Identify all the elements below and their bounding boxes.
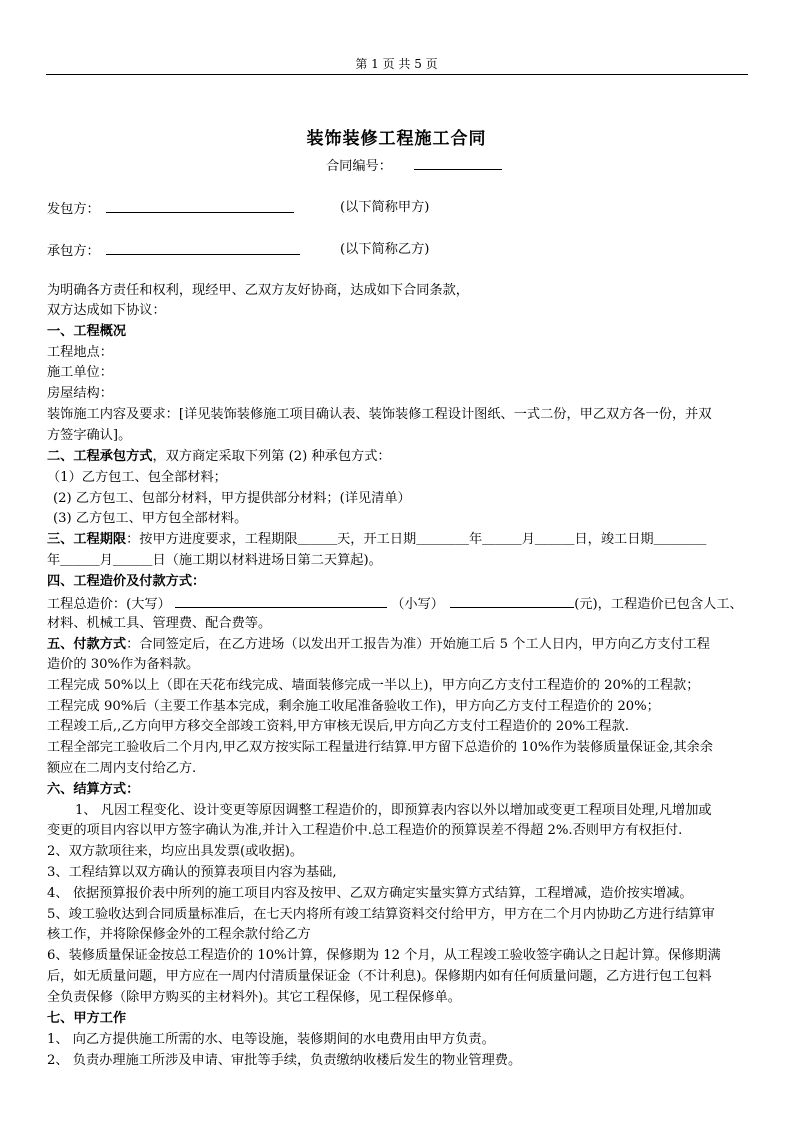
construction-unit-label: 施工单位： xyxy=(47,365,113,380)
settlement-clause-6-line-2: 后，如无质量问题，甲方应在一周内付清质量保证金（不计利息)。保修期内如有任何质量问题，乙方进行包工包料 xyxy=(47,969,712,984)
section-5-line-6: 工程全部完工验收后二个月内,甲乙双方按实际工程量进行结算.甲方留下总造价的 10%作为装修质量保证金,其余余 xyxy=(47,740,713,755)
section-3-line-2: 年＿＿＿月＿＿＿日（施工期以材料进场日第二天算起)。 xyxy=(47,553,382,568)
settlement-clause-6-line-1: 6、装修质量保证金按总工程造价的 10%计算，保修期为 12 个月，从工程竣工验收签字确认之日起计算。保修期满 xyxy=(47,948,721,963)
contract-option-1: （1）乙方包工、包全部材料； xyxy=(47,470,227,485)
settlement-clause-1-line-2: 变更的项目内容以甲方签字确认为准,并计入工程造价中.总工程造价的预算误差不得超 2%.否则甲方有权拒付. xyxy=(47,823,683,838)
total-price-tail: (元)，工程造价已包含人工、 xyxy=(574,597,743,612)
section-1-heading: 一、工程概况 xyxy=(47,324,127,339)
party-a-duty-1: 1、 向乙方提供施工所需的水、电等设施，装修期间的水电费用由甲方负责。 xyxy=(47,1032,495,1047)
settlement-clause-3: 3、工程结算以双方确认的预算表项目内容为基础, xyxy=(47,865,337,880)
section-3-line-1: ：按甲方进度要求，工程期限＿＿＿天，开工日期＿＿＿＿年＿＿＿月＿＿＿日，竣工日期＿＿＿＿ xyxy=(126,532,707,547)
settlement-clause-1-line-1: 1、 凡因工程变化、设计变更等原因调整工程造价的，即预算表内容以外以增加或变更工程项目处理,凡增加或 xyxy=(75,803,712,818)
contract-number-label: 合同编号： xyxy=(326,159,392,174)
section-2-text: ，双方商定采取下列第 (2) 种承包方式： xyxy=(152,449,391,464)
contract-option-3: (3) 乙方包工、甲方包全部材料。 xyxy=(53,511,248,526)
section-2-heading: 二、工程承包方式 xyxy=(47,449,153,464)
section-5-line-2: 造价的 30%作为备料款。 xyxy=(47,657,200,672)
house-structure-label: 房屋结构： xyxy=(47,386,113,401)
settlement-clause-5-line-2: 核工作，并将除保修金外的工程余款付给乙方 xyxy=(47,927,311,942)
party-b-row xyxy=(47,241,300,261)
party-a-label: 发包方： xyxy=(47,202,100,217)
section-5-line-4: 工程完成 90%后（主要工作基本完成，剩余施工收尾准备验收工作)，甲方向乙方支付工程造价的 20%； xyxy=(47,699,660,714)
party-b-field[interactable] xyxy=(106,241,300,255)
section-5-row xyxy=(47,636,710,654)
intro-line-1: 为明确各方责任和权利，现经甲、乙双方友好协商，达成如下合同条款， xyxy=(47,283,469,298)
section-4-line-2: 材料、机械工具、管理费、配合费等。 xyxy=(47,616,272,631)
construction-content-line-2: 方签字确认]。 xyxy=(47,428,132,443)
section-5-line-1: ：合同签定后，在乙方进场（以发出开工报告为准）开始施工后 5 个工人日内，甲方向乙方支付工程 xyxy=(126,637,710,652)
page-header: 第 1 页 共 5 页 xyxy=(355,57,438,71)
section-6-heading: 六、结算方式： xyxy=(47,782,140,797)
document-title: 装饰装修工程施工合同 xyxy=(306,129,487,149)
section-3-row xyxy=(47,531,706,549)
section-2-row xyxy=(47,448,391,466)
total-price-label: 工程总造价：(大写） xyxy=(47,597,171,612)
settlement-clause-2: 2、双方款项往来，均应出具发票(或收据)。 xyxy=(47,844,304,859)
party-a-field[interactable] xyxy=(106,199,294,213)
settlement-clause-4: 4、 依据预算报价表中所列的施工项目内容及按甲、乙双方确定实量实算方式结算，工程增减，造价按实增减。 xyxy=(47,886,693,901)
price-in-figures-label: （小写） xyxy=(391,597,444,612)
project-location-label: 工程地点： xyxy=(47,345,113,360)
contract-option-2: (2) 乙方包工、包部分材料，甲方提供部分材料；(详见清单） xyxy=(53,491,411,506)
construction-content-line-1: 装饰施工内容及要求：[详见装饰装修施工项目确认表、装饰装修工程设计图纸、一式二份，甲乙双方各一份，并双 xyxy=(47,407,712,422)
price-in-words-field[interactable] xyxy=(175,594,387,608)
party-a-row xyxy=(47,199,294,219)
contract-number-field[interactable] xyxy=(414,156,502,170)
settlement-clause-5-line-1: 5、竣工验收达到合同质量标准后，在七天内将所有竣工结算资料交付给甲方，甲方在二个月内协助乙方进行结算审 xyxy=(47,907,715,922)
section-4-heading: 四、工程造价及付款方式： xyxy=(47,574,206,589)
party-b-label: 承包方： xyxy=(47,244,100,259)
contract-number-row xyxy=(326,156,502,176)
party-b-note: (以下简称乙方) xyxy=(340,242,430,257)
party-a-note: (以下简称甲方) xyxy=(340,200,430,215)
section-7-heading: 七、甲方工作 xyxy=(47,1011,127,1026)
section-5-line-5: 工程竣工后,,乙方向甲方移交全部竣工资料,甲方审核无误后,甲方向乙方支付工程造价的 20%工程款. xyxy=(47,719,629,734)
price-in-figures-field[interactable] xyxy=(450,594,574,608)
total-price-row xyxy=(47,594,743,614)
intro-line-2: 双方达成如下协议： xyxy=(47,303,166,318)
header-divider xyxy=(46,74,748,75)
settlement-clause-6-line-3: 全负责保修（除甲方购买的主材料外)。其它工程保修，见工程保修单。 xyxy=(47,990,461,1005)
party-a-duty-2: 2、 负责办理施工所涉及申请、审批等手续，负责缴纳收楼后发生的物业管理费。 xyxy=(47,1053,522,1068)
section-5-line-7: 额应在二周内支付给乙方. xyxy=(47,761,197,776)
section-5-line-3: 工程完成 50%以上（即在天花布线完成、墙面装修完成一半以上)，甲方向乙方支付工程造价的 20%的工程款； xyxy=(47,678,700,693)
section-3-heading: 三、工程期限 xyxy=(47,532,127,547)
section-5-heading: 五、付款方式 xyxy=(47,637,127,652)
